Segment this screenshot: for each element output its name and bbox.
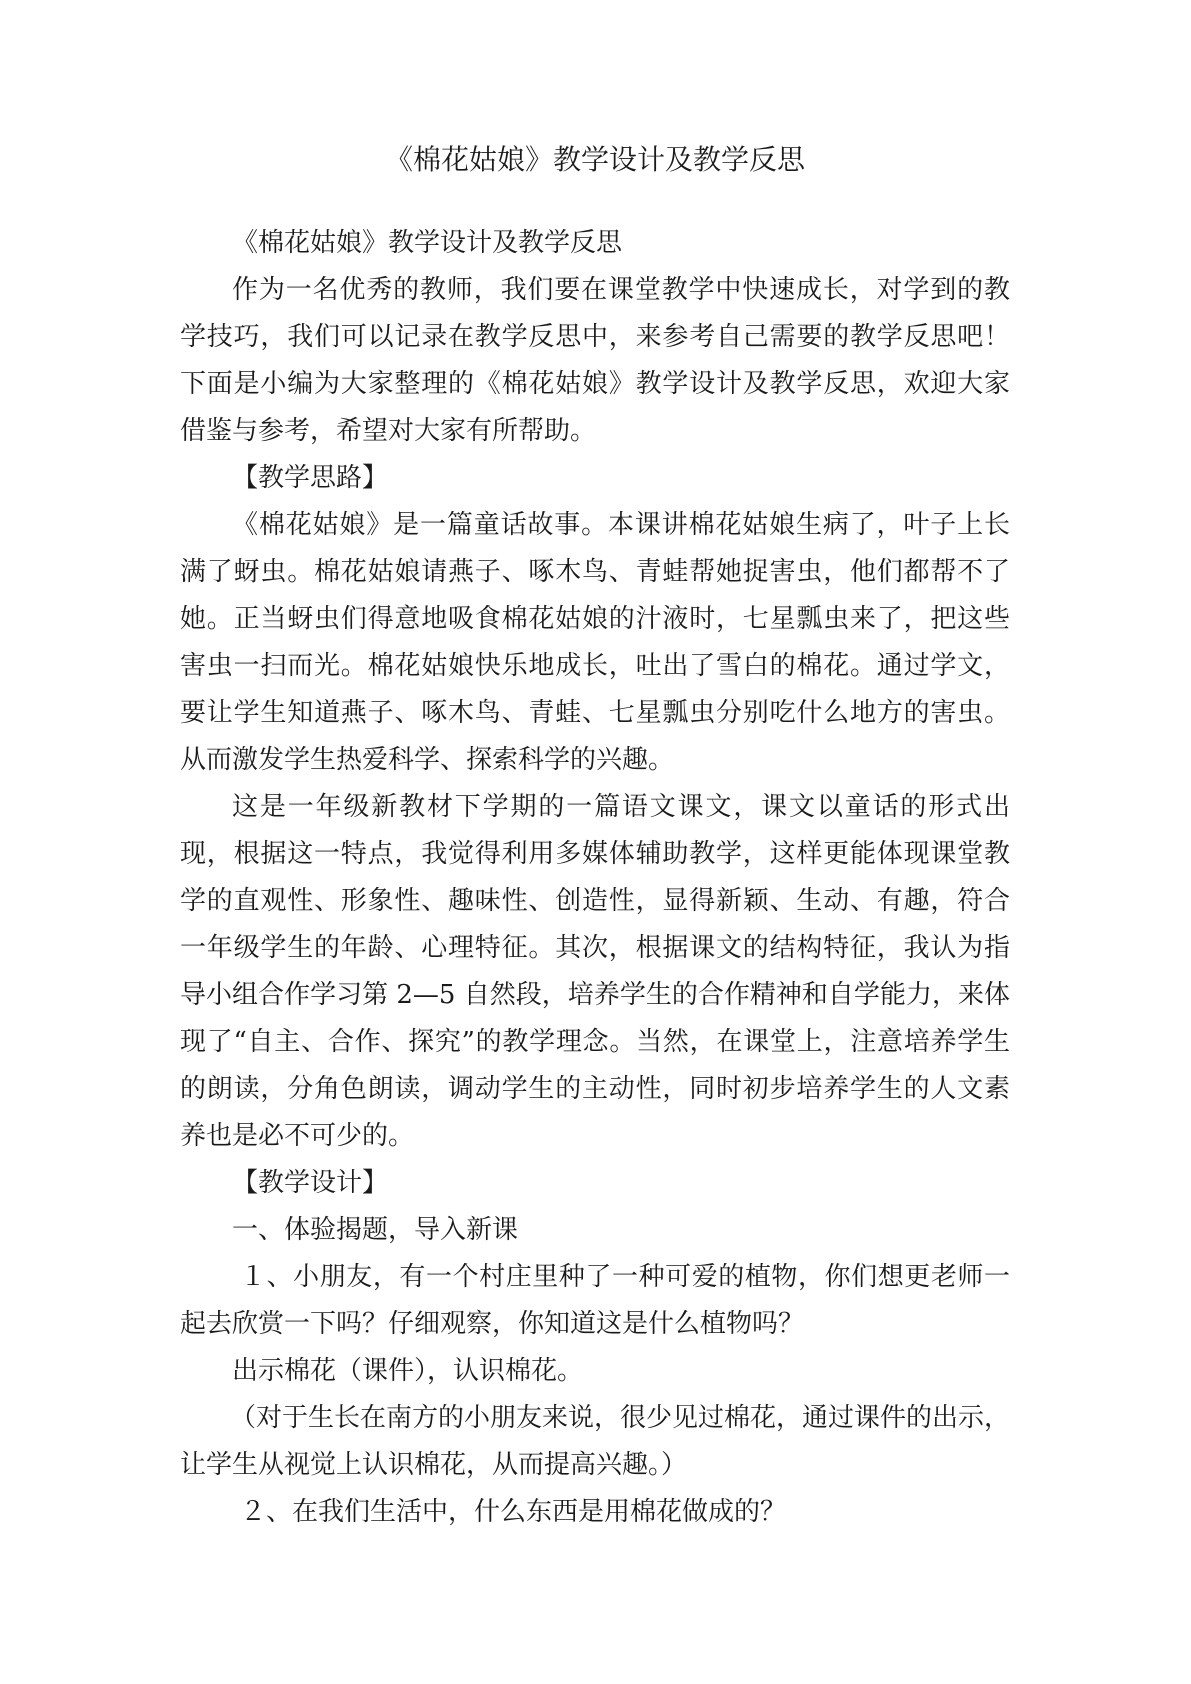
teaching-approach-paragraph: 这是一年级新教材下学期的一篇语文课文，课文以童话的形式出现，根据这一特点，我觉得利用多媒体辅助教学，这样更能体现课堂教学的直观性、形象性、趣味性、创造性，显得新颖、生动、有趣，符合一年级学生的年龄、心理特征。其次，根据课文的结构特征，我认为指导小组合作学习第 2—5 自然段，培养学生的合作精神和自学能力，来体现了“自主、合作、探究”的教学理念。当然，在课堂上，注意培养学生的朗读，分角色朗读，调动学生的主动性，同时初步培养学生的人文素养也是必不可少的。 [180,792,1010,1151]
document-title: 《棉花姑娘》教学设计及教学反思 [384,143,805,176]
subtitle-paragraph: 《棉花姑娘》教学设计及教学反思 [232,228,623,258]
question-1-paragraph: １、小朋友，有一个村庄里种了一种可爱的植物，你们想更老师一起去欣赏一下吗？仔细观察，你知道这是什么植物吗？ [180,1262,1010,1339]
note-paragraph: （对于生长在南方的小朋友来说，很少见过棉花，通过课件的出示，让学生从视觉上认识棉花，从而提高兴趣。） [180,1403,1011,1480]
section-heading-teaching-ideas: 【教学思路】 [232,463,389,493]
step-heading-intro: 一、体验揭题，导入新课 [232,1215,519,1245]
teaching-ideas-paragraph: 《棉花姑娘》是一篇童话故事。本课讲棉花姑娘生病了，叶子上长满了蚜虫。棉花姑娘请燕子、啄木鸟、青蛙帮她捉害虫，他们都帮不了她。正当蚜虫们得意地吸食棉花姑娘的汁液时，七星瓢虫来了，把这些害虫一扫而光。棉花姑娘快乐地成长，吐出了雪白的棉花。通过学文，要让学生知道燕子、啄木鸟、青蛙、七星瓢虫分别吃什么地方的害虫。从而激发学生热爱科学、探索科学的兴趣。 [180,510,1010,775]
show-cotton-paragraph: 出示棉花（课件），认识棉花。 [232,1356,584,1386]
question-2-paragraph: ２、在我们生活中，什么东西是用棉花做成的？ [240,1497,787,1527]
document-body [180,220,1010,1536]
section-heading-teaching-design: 【教学设计】 [232,1168,389,1198]
intro-paragraph: 作为一名优秀的教师，我们要在课堂教学中快速成长，对学到的教学技巧，我们可以记录在教学反思中，来参考自己需要的教学反思吧！下面是小编为大家整理的《棉花姑娘》教学设计及教学反思，欢迎大家借鉴与参考，希望对大家有所帮助。 [180,275,1010,446]
